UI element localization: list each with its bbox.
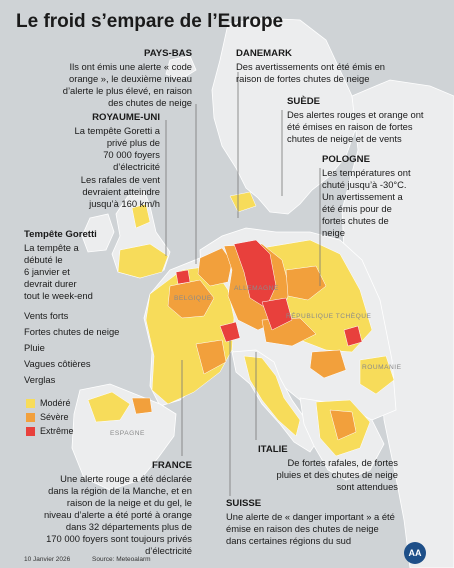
suisse-line-1: Une alerte de « danger important » a été (226, 511, 395, 522)
legend-moderate (26, 398, 71, 408)
storm-line-2: débuté le (24, 254, 63, 265)
royaume-uni-heading: ROYAUME-UNI (92, 112, 160, 123)
royaume-uni-line-5: Les rafales de vent (80, 174, 160, 185)
suede-annotation (287, 96, 447, 145)
france-heading: FRANCE (152, 460, 192, 471)
pologne-heading: POLOGNE (322, 154, 370, 165)
map-label-roumanie: ROUMANIE (362, 364, 402, 371)
danemark-line-1: Des avertissements ont été émis en (236, 61, 386, 72)
suisse-annotation (226, 498, 441, 547)
scandinavia-warning-area (230, 192, 256, 212)
category-vagues-cotieres: Vagues côtières (24, 358, 91, 369)
pologne-line-1: Les températures ont (322, 167, 411, 178)
category-pluie: Pluie (24, 342, 45, 353)
map-label-belgique: BELGIQUE (174, 295, 212, 302)
storm-line-5: tout le week-end (24, 290, 93, 301)
italie-heading: ITALIE (258, 444, 288, 455)
france-line-6: 170 000 foyers sont toujours privés (46, 533, 192, 544)
suede-line-3: chutes de neige et de vents (287, 133, 402, 144)
page-title: Le froid s’empare de l’Europe (16, 11, 284, 32)
royaume-uni-line-7: jusqu’à 160 km/h (89, 198, 160, 209)
legend-moderate-swatch (26, 399, 35, 408)
italie-line-1: De fortes rafales, de fortes (287, 457, 398, 468)
footer-date: 10 Janvier 2026 (24, 556, 71, 563)
legend-extreme (26, 426, 74, 436)
category-vents-forts: Vents forts (24, 310, 69, 321)
italie-line-2: pluies et des chutes de neige (276, 469, 398, 480)
storm-annotation (24, 229, 134, 302)
legend-extreme-label: Extrême (40, 426, 74, 436)
france-annotation (20, 460, 192, 557)
category-chutes-de-neige: Fortes chutes de neige (24, 326, 120, 337)
pologne-line-5: fortes chutes de (322, 215, 389, 226)
footer-source: Source: Meteoalarm (92, 556, 151, 563)
france-line-5: dans 32 départements plus de (65, 521, 192, 532)
legend-extreme-swatch (26, 427, 35, 436)
france-line-7: d’électricité (145, 545, 192, 556)
category-verglas: Verglas (24, 374, 56, 385)
pays-bas-heading: PAYS-BAS (144, 48, 192, 59)
storm-line-1: La tempête a (24, 242, 79, 253)
map-label-rep-tcheque: RÉPUBLIQUE TCHÈQUE (286, 313, 372, 320)
suede-heading: SUÈDE (287, 96, 321, 107)
royaume-uni-annotation-2 (24, 174, 160, 210)
royaume-uni-line-1: La tempête Goretti a (74, 125, 160, 136)
storm-heading: Tempête Goretti (24, 229, 97, 240)
pays-bas-line-3: d’alerte le plus élevé, en raison (62, 85, 192, 96)
suisse-line-2: émise en raison des chutes de neige (226, 523, 379, 534)
france-line-1: Une alerte rouge a été déclarée (60, 473, 192, 484)
map-label-allemagne: ALLEMAGNE (234, 285, 279, 292)
pays-bas-line-1: Ils ont émis une alerte « code (69, 61, 192, 72)
legend-moderate-label: Modéré (40, 398, 71, 408)
pays-bas-annotation (24, 48, 192, 109)
danemark-heading: DANEMARK (236, 48, 292, 59)
storm-line-3: 6 janvier et (24, 266, 70, 277)
pologne-line-6: neige (322, 227, 345, 238)
pologne-line-2: chuté jusqu’à -30°C. (322, 179, 407, 190)
pologne-annotation (322, 154, 447, 239)
danemark-annotation (236, 48, 436, 85)
legend-severe-swatch (26, 413, 35, 422)
france-extreme-area (176, 270, 190, 284)
legend-severe-label: Sévère (40, 412, 69, 422)
france-line-4: niveau d’alerte a été porté à orange (43, 509, 192, 520)
map-label-espagne: ESPAGNE (110, 430, 145, 437)
france-line-2: dans la région de la Manche, et en (48, 485, 192, 496)
pays-bas-line-4: des chutes de neige (108, 97, 192, 108)
aa-logo: AA (404, 542, 426, 564)
suisse-heading: SUISSE (226, 498, 262, 509)
storm-line-4: devrait durer (24, 278, 77, 289)
italie-annotation (258, 444, 398, 493)
italie-line-3: sont attendues (336, 481, 398, 492)
pays-bas-line-2: orange », le deuxième niveau (68, 73, 192, 84)
royaume-uni-annotation (24, 112, 160, 173)
pologne-line-3: Un avertissement a (322, 191, 403, 202)
royaume-uni-line-2: privé plus de (106, 137, 160, 148)
pologne-line-4: été émis pour de (322, 203, 392, 214)
suisse-line-3: dans certaines régions du sud (226, 535, 352, 546)
royaume-uni-line-3: 70 000 foyers (103, 149, 160, 160)
legend-severe (26, 412, 69, 422)
france-line-3: raison de la neige et du gel, le (66, 497, 192, 508)
royaume-uni-line-4: d’électricité (113, 161, 160, 172)
suede-line-1: Des alertes rouges et orange ont (287, 109, 424, 120)
suede-line-2: été émises en raison de fortes (287, 121, 413, 132)
danemark-line-2: raison de fortes chutes de neige (236, 73, 370, 84)
royaume-uni-line-6: devraient atteindre (82, 186, 160, 197)
